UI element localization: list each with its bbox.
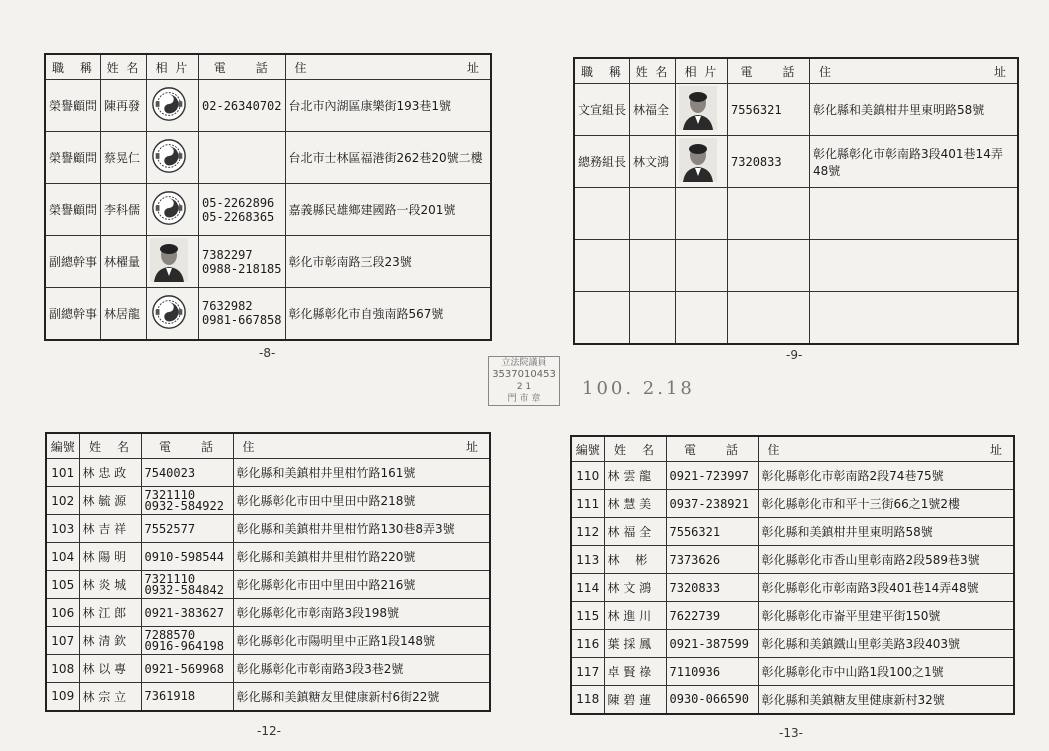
table-row (46, 543, 490, 571)
name-cell (101, 80, 147, 132)
members-table-p13 (570, 435, 1015, 715)
number-text: 103 (51, 521, 75, 536)
number-text: 115 (576, 608, 600, 623)
name-cell (79, 683, 141, 711)
name-cell (604, 630, 666, 658)
title-text: 榮譽顧問 (49, 99, 98, 113)
title-text: 文宣組長 (578, 103, 627, 117)
name-cell (604, 574, 666, 602)
name-cell (79, 515, 141, 543)
address-cell (810, 136, 1018, 188)
photo-cell (676, 292, 728, 344)
table-row (46, 459, 490, 487)
phone-text: 05-2262896 (202, 195, 275, 210)
col-phone: 電 話 (728, 58, 810, 84)
address-cell (758, 658, 1014, 686)
number-cell (46, 683, 79, 711)
col-phone: 電 話 (199, 54, 285, 80)
association-emblem-icon (150, 189, 188, 227)
phone-text: 7373626 (669, 552, 721, 567)
phone-cell (728, 136, 810, 188)
col-name: 姓 名 (630, 58, 676, 84)
phone-cell (666, 574, 758, 602)
table-row (571, 546, 1014, 574)
table-row (45, 80, 491, 132)
name-cell (79, 543, 141, 571)
address-text: 彰化縣彰化市香山里彰南路2段589巷3號 (761, 553, 980, 567)
phone-text: 7382297 (202, 247, 253, 262)
address-cell (285, 132, 491, 184)
name-text: 陳 碧 蓮 (607, 692, 652, 707)
table-header-row (574, 58, 1018, 84)
table-row (571, 630, 1014, 658)
phone-text: 0921-723997 (669, 468, 749, 483)
number-text: 110 (576, 468, 600, 483)
table-row (574, 240, 1018, 292)
number-text: 116 (576, 636, 600, 651)
table-row (574, 84, 1018, 136)
title-cell (574, 292, 630, 344)
association-emblem-icon (150, 293, 188, 331)
table-header-row (571, 436, 1014, 462)
phone-text: 0932-584922 (144, 498, 224, 513)
phone-cell (141, 459, 233, 487)
title-cell (574, 188, 630, 240)
phone-text: 7321110 (144, 571, 196, 586)
table-row (571, 574, 1014, 602)
address-text: 彰化縣和美鎮柑井里柑竹路161號 (236, 466, 416, 480)
phone-cell (666, 518, 758, 546)
phone-text: 7321110 (144, 487, 196, 502)
number-text: 113 (576, 552, 600, 567)
name-cell (101, 288, 147, 340)
phone-text: 7320833 (731, 154, 782, 169)
address-cell (758, 602, 1014, 630)
address-text: 彰化縣和美鎮柑井里柑竹路130巷8弄3號 (236, 522, 455, 536)
title-cell (45, 132, 101, 184)
number-cell (571, 686, 604, 714)
number-cell (571, 574, 604, 602)
phone-cell (666, 630, 758, 658)
name-text: 林 宗 立 (82, 689, 127, 704)
table-row (46, 571, 490, 599)
name-text: 林 雲 龍 (607, 469, 652, 483)
address-cell (285, 288, 491, 340)
col-photo: 相 片 (147, 54, 199, 80)
table-row (571, 658, 1014, 686)
title-text: 榮譽顧問 (49, 151, 98, 165)
number-text: 109 (51, 689, 75, 704)
address-cell (233, 543, 490, 571)
address-cell (758, 686, 1014, 714)
col-phone: 電 話 (666, 436, 758, 462)
title-cell (45, 80, 101, 132)
title-text: 總務組長 (578, 155, 627, 169)
name-cell (604, 462, 666, 490)
table-header-row (46, 433, 490, 459)
address-text: 彰化縣和美鎮柑井里柑竹路220號 (236, 550, 416, 564)
name-cell (79, 627, 141, 655)
phone-cell (141, 571, 233, 599)
photo-cell (147, 184, 199, 236)
name-cell (101, 236, 147, 288)
phone-cell (728, 240, 810, 292)
name-cell (79, 487, 141, 515)
address-cell (233, 599, 490, 627)
number-text: 107 (51, 633, 75, 648)
photo-cell (147, 236, 199, 288)
table-row (45, 236, 491, 288)
address-cell (758, 630, 1014, 658)
number-cell (571, 658, 604, 686)
phone-cell (666, 462, 758, 490)
phone-cell (141, 543, 233, 571)
phone-text: 7552577 (144, 521, 196, 536)
name-cell (604, 490, 666, 518)
address-text: 彰化縣彰化市田中里田中路218號 (236, 494, 416, 508)
name-cell (630, 240, 676, 292)
phone-cell (141, 487, 233, 515)
phone-text: 0916-964198 (144, 638, 224, 653)
phone-text: 7320833 (669, 580, 721, 595)
address-text: 彰化縣和美鎮柑井里東明路58號 (813, 103, 985, 117)
name-text: 林 江 郎 (82, 606, 127, 620)
phone-text: 7622739 (669, 608, 721, 623)
name-cell (604, 602, 666, 630)
address-cell (233, 571, 490, 599)
table-row (571, 518, 1014, 546)
phone-text: 7288570 (144, 627, 196, 642)
phone-text: 7110936 (669, 664, 721, 679)
name-cell (101, 184, 147, 236)
phone-cell (199, 236, 285, 288)
number-cell (46, 487, 79, 515)
name-text: 林 忠 政 (82, 466, 127, 480)
address-text: 彰化縣彰化市彰南路3段401巷14弄48號 (813, 146, 1003, 178)
name-cell (79, 571, 141, 599)
name-text: 陳再發 (104, 99, 141, 113)
phone-text: 05-2268365 (202, 209, 275, 224)
phone-cell (199, 288, 285, 340)
phone-text: 0981-667858 (202, 313, 282, 328)
title-cell (45, 184, 101, 236)
address-cell (758, 490, 1014, 518)
table-row (45, 184, 491, 236)
col-address: 住 址 (758, 436, 1014, 462)
table-row (571, 686, 1014, 714)
number-cell (571, 490, 604, 518)
address-text: 彰化縣彰化市中山路1段100之1號 (761, 665, 944, 679)
name-cell (101, 132, 147, 184)
address-text: 彰化縣彰化市自強南路567號 (288, 306, 444, 321)
name-text: 林 毓 源 (82, 494, 127, 508)
col-photo: 相 片 (676, 58, 728, 84)
name-cell (630, 188, 676, 240)
phone-cell (141, 683, 233, 711)
name-cell (630, 292, 676, 344)
address-cell (758, 462, 1014, 490)
name-text: 林 慧 美 (607, 497, 652, 511)
address-text: 彰化縣和美鎮糖友里健康新村6街22號 (236, 689, 440, 704)
phone-text: 7556321 (731, 102, 782, 117)
phone-text: 0937-238921 (669, 496, 749, 511)
col-name: 姓 名 (101, 54, 147, 80)
number-cell (46, 459, 79, 487)
col-address: 住 址 (233, 433, 490, 459)
table-row (46, 627, 490, 655)
address-cell (810, 84, 1018, 136)
col-name: 姓 名 (79, 433, 141, 459)
name-cell (79, 655, 141, 683)
address-text: 台北市內湖區康樂街193巷1號 (288, 99, 452, 113)
title-cell (574, 136, 630, 188)
name-text: 林居龍 (104, 306, 141, 321)
phone-cell (199, 132, 285, 184)
name-text: 林 彬 (607, 553, 648, 567)
number-text: 114 (576, 580, 600, 595)
phone-cell (141, 627, 233, 655)
number-cell (571, 462, 604, 490)
address-text: 彰化縣彰化市彰南路3段401巷14弄48號 (761, 581, 979, 595)
number-text: 104 (51, 549, 75, 564)
address-text: 彰化縣彰化市田中里田中路216號 (236, 578, 416, 592)
address-cell (810, 240, 1018, 292)
phone-cell (666, 546, 758, 574)
phone-text: 0921-569968 (144, 661, 224, 676)
phone-cell (666, 686, 758, 714)
name-text: 林 進 川 (607, 609, 652, 623)
table-header-row (45, 54, 491, 80)
page-number: -13- (779, 726, 803, 740)
address-text: 彰化縣彰化市和平十三街66之1號2樓 (761, 497, 961, 511)
table-row (571, 490, 1014, 518)
address-cell (758, 574, 1014, 602)
table-row (45, 132, 491, 184)
phone-cell (199, 80, 285, 132)
name-text: 林 陽 明 (82, 550, 127, 564)
number-text: 111 (576, 496, 600, 511)
name-cell (604, 546, 666, 574)
number-cell (46, 543, 79, 571)
title-cell (45, 288, 101, 340)
address-cell (758, 546, 1014, 574)
phone-cell (728, 188, 810, 240)
table-row (46, 515, 490, 543)
receipt-stamp: 立法院議員 3537010453 2 1 門 市 章 (488, 356, 560, 406)
number-text: 105 (51, 577, 75, 592)
address-text: 彰化市彰南路三段23號 (288, 255, 412, 269)
photo-cell (147, 288, 199, 340)
table-row (571, 602, 1014, 630)
name-text: 林福全 (633, 103, 670, 117)
phone-text: 0930-066590 (669, 692, 749, 707)
address-cell (233, 487, 490, 515)
name-text: 林 吉 祥 (82, 522, 127, 536)
phone-text: 0921-383627 (144, 605, 224, 620)
association-emblem-icon (150, 137, 188, 175)
officers-table-p9 (573, 57, 1019, 345)
phone-text: 7556321 (669, 524, 721, 539)
number-cell (571, 518, 604, 546)
number-cell (46, 627, 79, 655)
address-text: 彰化縣彰化市陽明里中正路1段148號 (236, 634, 436, 648)
officers-table-p8 (44, 53, 492, 341)
address-text: 彰化縣彰化市彰南路3段3巷2號 (236, 662, 404, 676)
title-cell (574, 240, 630, 292)
address-text: 彰化縣彰化市彰南路3段198號 (236, 606, 400, 620)
title-text: 副總幹事 (49, 306, 98, 321)
title-text: 榮譽顧問 (49, 203, 98, 217)
table-row (574, 136, 1018, 188)
name-text: 林 文 鴻 (607, 581, 652, 595)
phone-cell (728, 292, 810, 344)
number-text: 101 (51, 465, 75, 480)
phone-cell (666, 490, 758, 518)
name-cell (604, 686, 666, 714)
address-cell (285, 80, 491, 132)
number-cell (571, 546, 604, 574)
number-text: 106 (51, 605, 75, 620)
page-number: -9- (786, 348, 803, 362)
phone-cell (666, 658, 758, 686)
number-cell (46, 655, 79, 683)
photo-cell (147, 132, 199, 184)
table-row (574, 188, 1018, 240)
name-text: 卓 賢 祿 (607, 665, 652, 679)
date-mark: 100. 2.18 (582, 378, 695, 399)
number-cell (46, 515, 79, 543)
name-text: 李科儒 (104, 203, 141, 217)
col-phone: 電 話 (141, 433, 233, 459)
number-cell (46, 571, 79, 599)
phone-cell (141, 655, 233, 683)
name-text: 林櫂量 (104, 255, 141, 269)
col-number: 編號 (571, 436, 604, 462)
col-name: 姓 名 (604, 436, 666, 462)
name-cell (604, 658, 666, 686)
name-cell (79, 459, 141, 487)
number-cell (571, 630, 604, 658)
address-text: 彰化縣和美鎮糖友里健康新村32號 (761, 692, 945, 707)
name-text: 林 清 欽 (82, 634, 127, 648)
phone-text: 7632982 (202, 299, 253, 314)
col-title: 職 稱 (574, 58, 630, 84)
association-emblem-icon (150, 85, 188, 123)
table-row (45, 288, 491, 340)
photo-cell (676, 240, 728, 292)
number-text: 102 (51, 493, 75, 508)
phone-text: 0921-387599 (669, 636, 749, 651)
address-cell (233, 627, 490, 655)
name-text: 林文鴻 (633, 155, 670, 169)
address-cell (810, 188, 1018, 240)
address-text: 彰化縣彰化市彰南路2段74巷75號 (761, 469, 944, 483)
name-cell (79, 599, 141, 627)
address-cell (233, 515, 490, 543)
table-row (46, 599, 490, 627)
phone-text: 0988-218185 (202, 261, 282, 276)
address-cell (285, 184, 491, 236)
table-row (46, 655, 490, 683)
address-cell (810, 292, 1018, 344)
name-text: 林 福 全 (607, 525, 652, 539)
name-text: 葉 採 鳳 (607, 637, 652, 651)
address-cell (233, 655, 490, 683)
members-table-p12 (45, 432, 491, 712)
phone-text: 7540023 (144, 465, 196, 480)
address-text: 彰化縣彰化市崙平里建平街150號 (761, 609, 941, 623)
address-cell (758, 518, 1014, 546)
name-cell (630, 84, 676, 136)
phone-cell (199, 184, 285, 236)
address-text: 彰化縣和美鎮鐵山里彰美路3段403號 (761, 637, 961, 651)
table-row (574, 292, 1018, 344)
page-number: -8- (259, 346, 276, 360)
phone-cell (666, 602, 758, 630)
portrait-photo (679, 86, 717, 130)
phone-cell (141, 599, 233, 627)
phone-text: 0910-598544 (144, 549, 224, 564)
address-text: 彰化縣和美鎮柑井里東明路58號 (761, 525, 933, 539)
name-cell (630, 136, 676, 188)
address-text: 台北市士林區福港街262巷20號二樓 (288, 151, 483, 165)
name-text: 林 炎 城 (82, 578, 127, 592)
page-number: -12- (257, 724, 281, 738)
photo-cell (147, 80, 199, 132)
photo-cell (676, 188, 728, 240)
number-cell (571, 602, 604, 630)
number-text: 117 (576, 664, 600, 679)
col-address: 住 址 (810, 58, 1018, 84)
title-text: 副總幹事 (49, 255, 98, 269)
number-cell (46, 599, 79, 627)
portrait-photo (150, 238, 188, 282)
name-cell (604, 518, 666, 546)
address-cell (233, 683, 490, 711)
number-text: 118 (576, 692, 600, 707)
name-text: 蔡晃仁 (104, 151, 141, 165)
name-text: 林 以 專 (82, 662, 127, 676)
table-row (571, 462, 1014, 490)
address-cell (233, 459, 490, 487)
phone-text: 02-26340702 (202, 98, 282, 113)
col-title: 職 稱 (45, 54, 101, 80)
phone-cell (141, 515, 233, 543)
phone-text: 7361918 (144, 689, 196, 704)
col-number: 編號 (46, 433, 79, 459)
photo-cell (676, 136, 728, 188)
title-cell (45, 236, 101, 288)
photo-cell (676, 84, 728, 136)
address-text: 嘉義縣民雄鄉建國路一段201號 (288, 203, 456, 217)
address-cell (285, 236, 491, 288)
number-text: 108 (51, 661, 75, 676)
table-row (46, 683, 490, 711)
col-address: 住 址 (285, 54, 491, 80)
table-row (46, 487, 490, 515)
phone-cell (728, 84, 810, 136)
title-cell (574, 84, 630, 136)
number-text: 112 (576, 524, 600, 539)
portrait-photo (679, 138, 717, 182)
phone-text: 0932-584842 (144, 582, 224, 597)
